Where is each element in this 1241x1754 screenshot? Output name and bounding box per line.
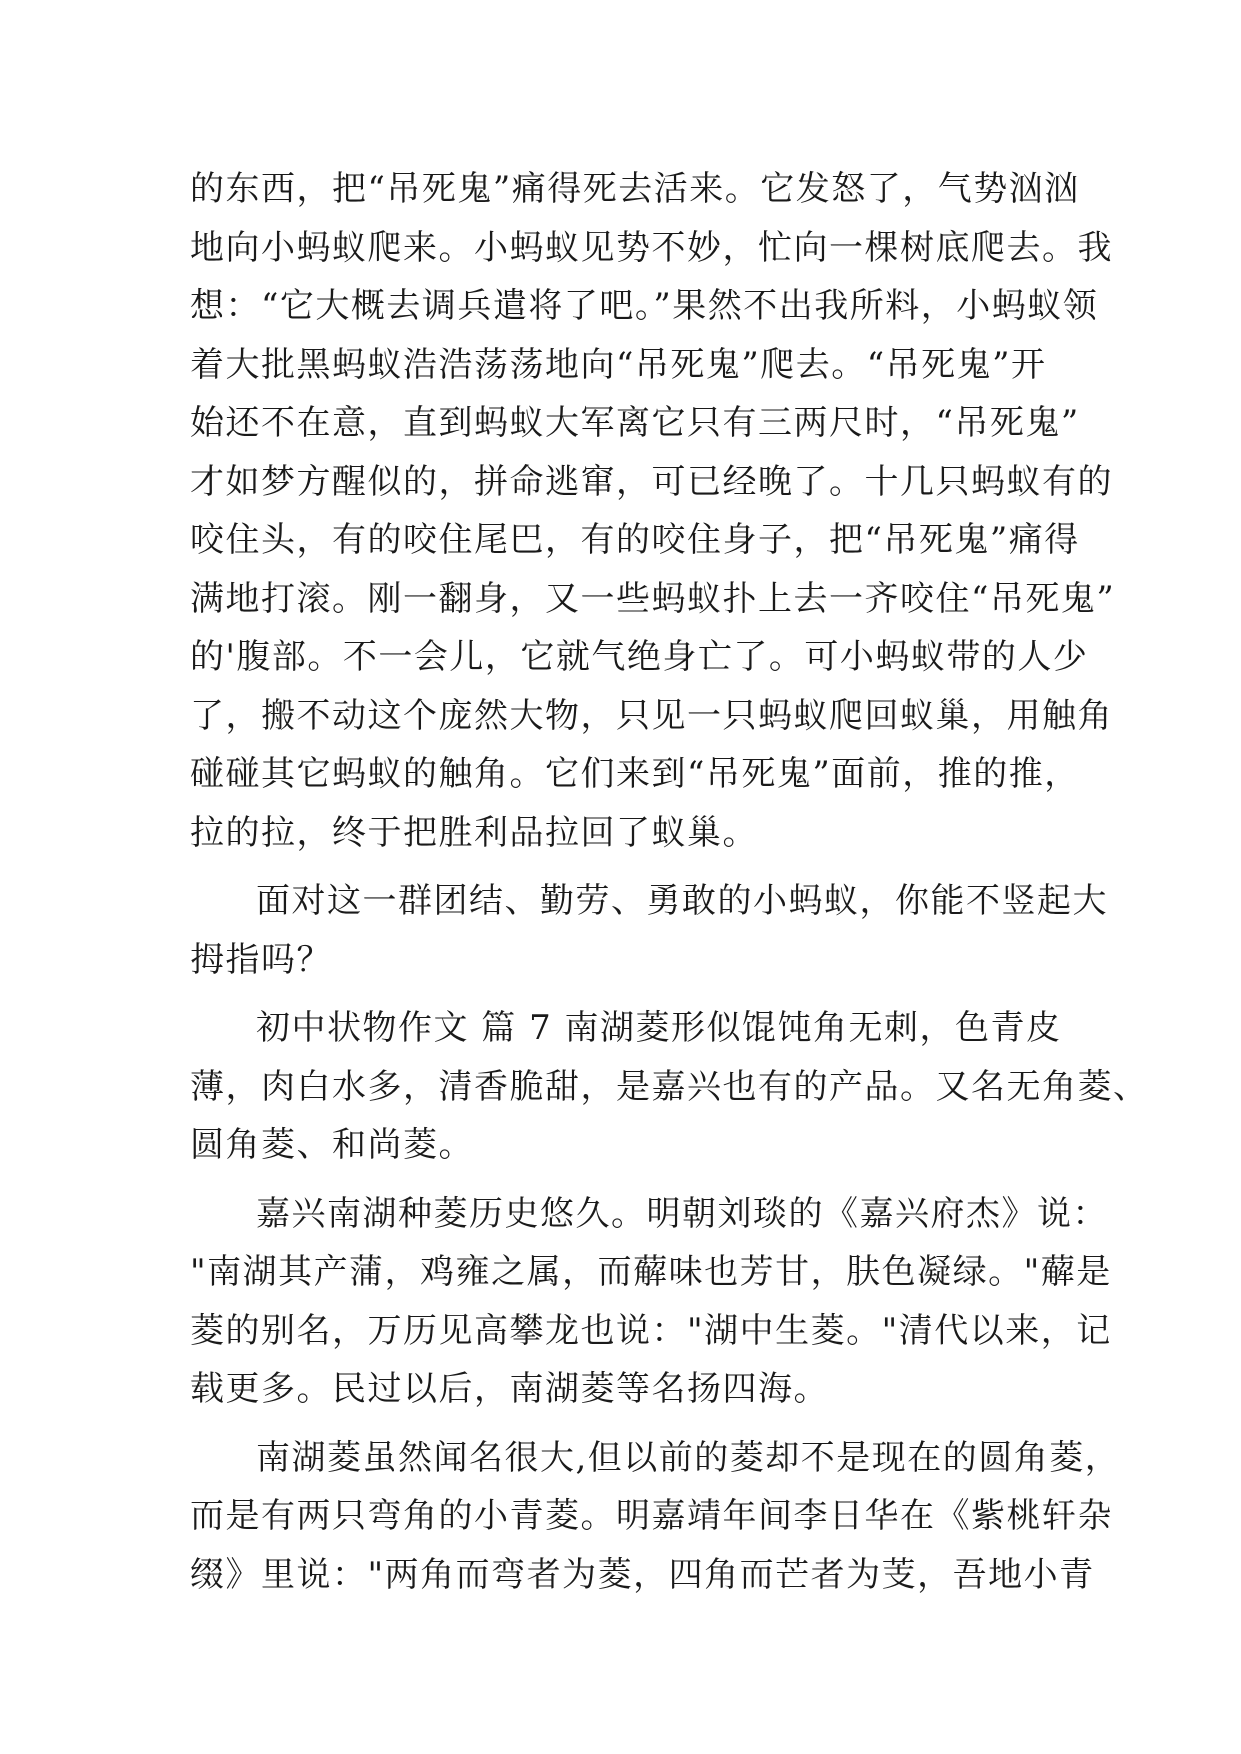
text-line: 薄，肉白水多，清香脆甜，是嘉兴也有的产品。又名无角菱、	[190, 1066, 1149, 1107]
text-line: 拇指吗？	[190, 939, 332, 980]
text-line: 载更多。民过以后，南湖菱等名扬四海。	[190, 1369, 829, 1409]
text-line: 圆角菱、和尚菱。	[190, 1125, 474, 1165]
paragraph-first-line: 嘉兴南湖种菱历史悠久。明朝刘琰的《嘉兴府杰》说：	[256, 1193, 1108, 1234]
text-line: 咬住头，有的咬住尾巴，有的咬住身子，把“吊死鬼”痛得	[190, 520, 1080, 560]
text-line: 缀》里说："两角而弯者为菱，四角而芒者为芰，吾地小青	[190, 1554, 1095, 1595]
text-line: 想：“它大概去调兵遣将了吧。”果然不出我所料，小蚂蚁领	[190, 286, 1099, 326]
text-line: 了，搬不动这个庞然大物，只见一只蚂蚁爬回蚁巢，用触角	[190, 695, 1113, 736]
text-line: 满地打滚。刚一翻身，又一些蚂蚁扑上去一齐咬住“吊死鬼”	[190, 578, 1116, 619]
document-body	[190, 160, 1149, 1604]
section-heading-line: 初中状物作文 篇 7 南湖菱形似馄饨角无刺，色青皮	[256, 1008, 1062, 1048]
text-line: 才如梦方醒似的，拼命逃窜，可已经晚了。十几只蚂蚁有的	[190, 461, 1113, 502]
text-line: 的东西，把“吊死鬼”痛得死去活来。它发怒了，气势汹汹	[190, 169, 1080, 209]
text-line: "南湖其产蒲，鸡雍之属，而薢味也芳甘，肤色凝绿。"薢是	[190, 1252, 1112, 1292]
paragraph-first-line: 面对这一群团结、勤劳、勇敢的小蚂蚁，你能不竖起大	[256, 881, 1108, 921]
text-line: 拉的拉，终于把胜利品拉回了蚁巢。	[190, 812, 758, 853]
text-line: 菱的别名，万历见高攀龙也说："湖中生菱。"清代以来，记	[190, 1310, 1112, 1351]
text-line: 碰碰其它蚂蚁的触角。它们来到“吊死鬼”面前，推的推，	[190, 754, 1080, 794]
paragraph-first-line: 南湖菱虽然闻名很大,但以前的菱却不是现在的圆角菱，	[256, 1437, 1121, 1478]
text-line: 而是有两只弯角的小青菱。明嘉靖年间李日华在《紫桃轩杂	[190, 1496, 1113, 1536]
text-line: 着大批黑蚂蚁浩浩荡荡地向“吊死鬼”爬去。“吊死鬼”开	[190, 344, 1047, 385]
text-line: 地向小蚂蚁爬来。小蚂蚁见势不妙，忙向一棵树底爬去。我	[190, 227, 1113, 268]
text-line: 的'腹部。不一会儿，它就气绝身亡了。可小蚂蚁带的人少	[190, 637, 1089, 677]
text-line: 始还不在意，直到蚂蚁大军离它只有三两尺时，“吊死鬼”	[190, 403, 1080, 443]
